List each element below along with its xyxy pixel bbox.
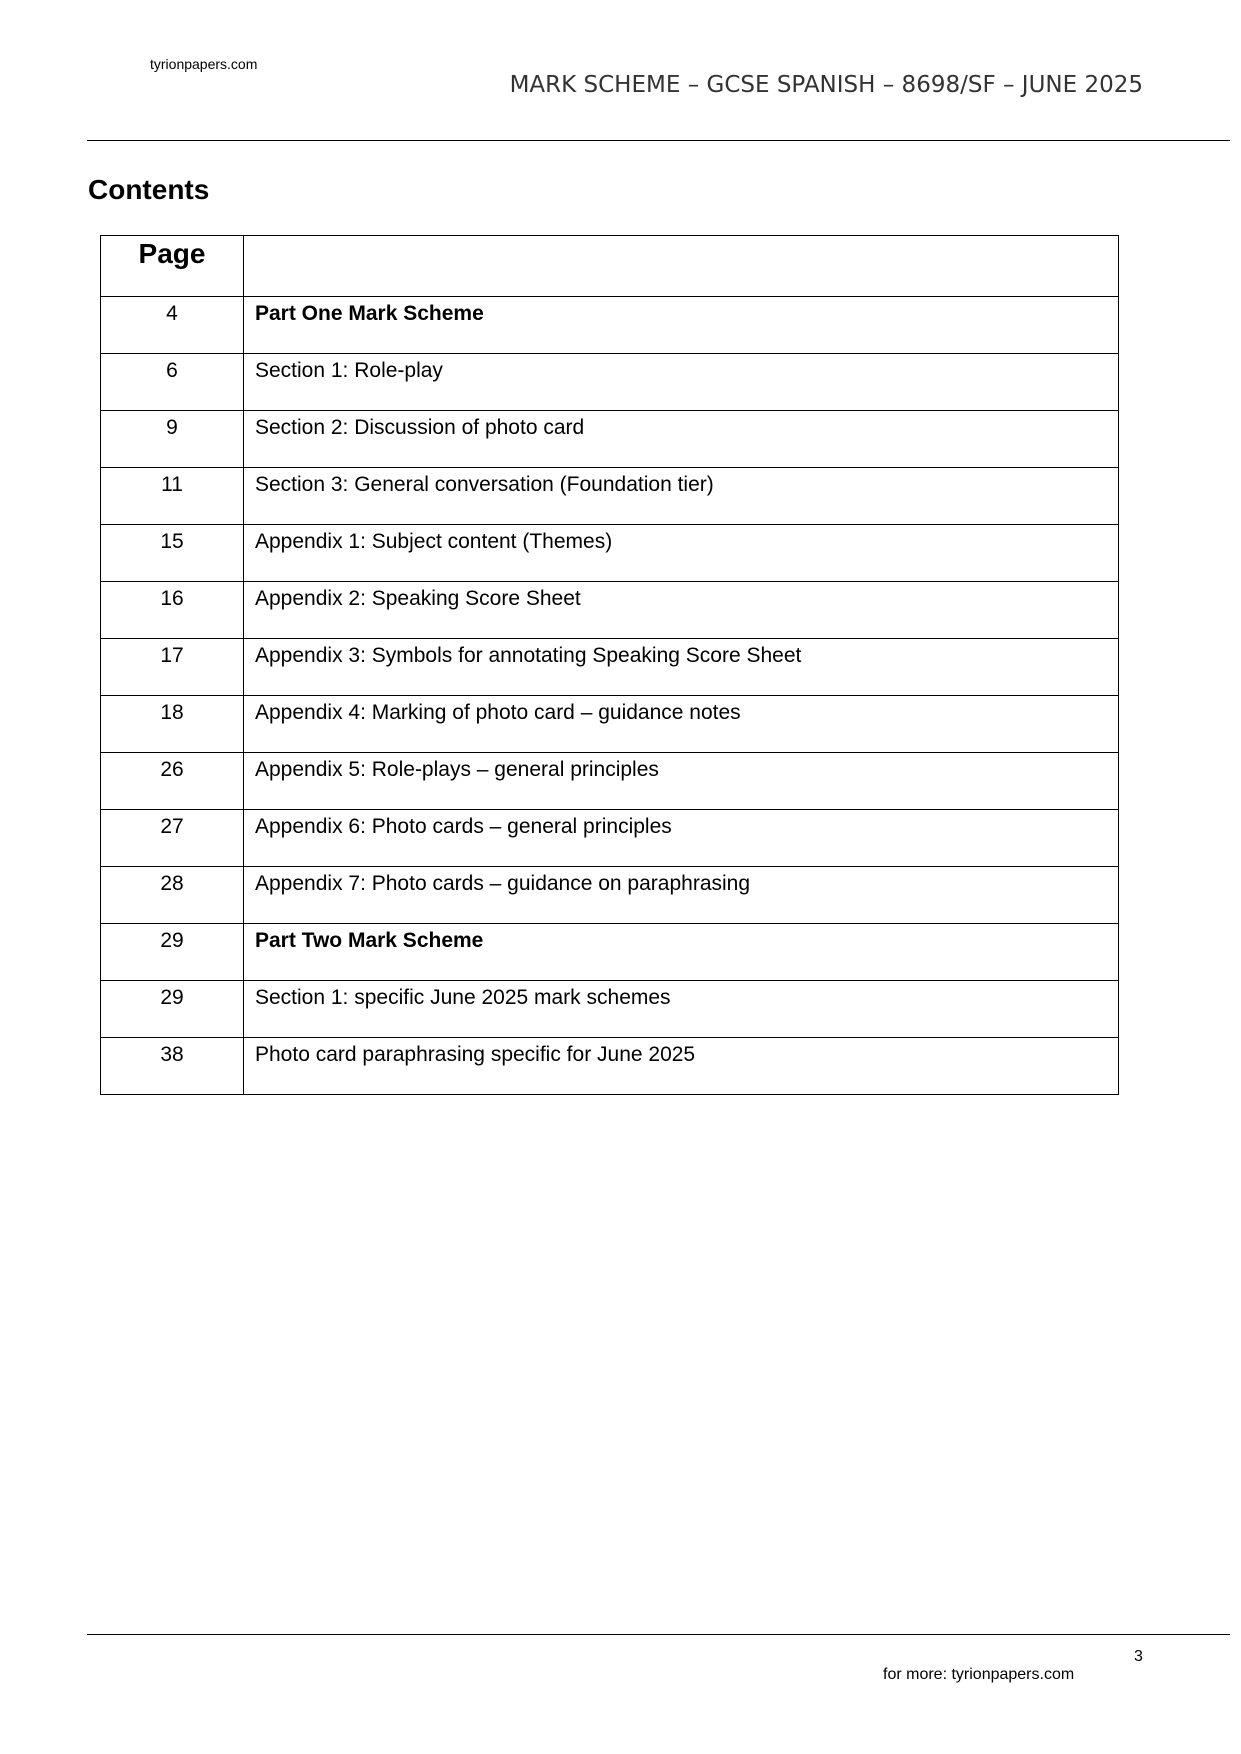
section-title-cell: Appendix 1: Subject content (Themes) bbox=[244, 525, 1119, 582]
section-title-cell: Appendix 5: Role-plays – general principles bbox=[244, 753, 1119, 810]
table-row bbox=[101, 696, 1119, 753]
page-number: 3 bbox=[1134, 1648, 1143, 1665]
contents-heading: Contents bbox=[88, 174, 210, 205]
table-row bbox=[101, 1038, 1119, 1095]
table-row bbox=[101, 867, 1119, 924]
section-title-cell: Appendix 4: Marking of photo card – guidance notes bbox=[244, 696, 1119, 753]
table-row bbox=[101, 468, 1119, 525]
page-number-cell: 15 bbox=[101, 525, 244, 582]
page-number-cell: 38 bbox=[101, 1038, 244, 1095]
page-number-cell: 6 bbox=[101, 354, 244, 411]
section-title-cell: Appendix 2: Speaking Score Sheet bbox=[244, 582, 1119, 639]
header-divider bbox=[87, 140, 1230, 141]
table-row bbox=[101, 582, 1119, 639]
page-number-cell: 16 bbox=[101, 582, 244, 639]
page-number-cell: 11 bbox=[101, 468, 244, 525]
table-row bbox=[101, 924, 1119, 981]
page-number-cell: 18 bbox=[101, 696, 244, 753]
section-title-cell: Photo card paraphrasing specific for June 2025 bbox=[244, 1038, 1119, 1095]
contents-header-row bbox=[101, 236, 1119, 297]
section-title-cell: Part Two Mark Scheme bbox=[244, 924, 1119, 981]
page-number-cell: 29 bbox=[101, 981, 244, 1038]
page-number-cell: 9 bbox=[101, 411, 244, 468]
table-row bbox=[101, 981, 1119, 1038]
table-row bbox=[101, 639, 1119, 696]
title-column-header bbox=[244, 236, 1119, 297]
table-row bbox=[101, 810, 1119, 867]
table-row bbox=[101, 297, 1119, 354]
contents-table-body bbox=[101, 297, 1119, 1095]
section-title-cell: Section 3: General conversation (Foundation tier) bbox=[244, 468, 1119, 525]
section-title-cell: Appendix 6: Photo cards – general principles bbox=[244, 810, 1119, 867]
header-title: MARK SCHEME – GCSE SPANISH – 8698/SF – JUNE 2025 bbox=[509, 72, 1143, 98]
footer-divider bbox=[87, 1634, 1230, 1635]
section-title-cell: Appendix 3: Symbols for annotating Speaking Score Sheet bbox=[244, 639, 1119, 696]
page-number-cell: 17 bbox=[101, 639, 244, 696]
section-title-cell: Section 1: specific June 2025 mark schemes bbox=[244, 981, 1119, 1038]
table-row bbox=[101, 411, 1119, 468]
table-row bbox=[101, 753, 1119, 810]
page-number-cell: 28 bbox=[101, 867, 244, 924]
section-title-cell: Section 2: Discussion of photo card bbox=[244, 411, 1119, 468]
section-title-cell: Part One Mark Scheme bbox=[244, 297, 1119, 354]
section-title-cell: Appendix 7: Photo cards – guidance on paraphrasing bbox=[244, 867, 1119, 924]
page-number-cell: 4 bbox=[101, 297, 244, 354]
table-row bbox=[101, 354, 1119, 411]
table-row bbox=[101, 525, 1119, 582]
page-number-cell: 26 bbox=[101, 753, 244, 810]
section-title-cell: Section 1: Role-play bbox=[244, 354, 1119, 411]
footer-site-label: for more: tyrionpapers.com bbox=[883, 1666, 1075, 1683]
page-number-cell: 27 bbox=[101, 810, 244, 867]
contents-table bbox=[100, 235, 1119, 1095]
page-number-cell: 29 bbox=[101, 924, 244, 981]
header-site-label: tyrionpapers.com bbox=[150, 56, 258, 72]
page-column-header: Page bbox=[101, 236, 244, 297]
